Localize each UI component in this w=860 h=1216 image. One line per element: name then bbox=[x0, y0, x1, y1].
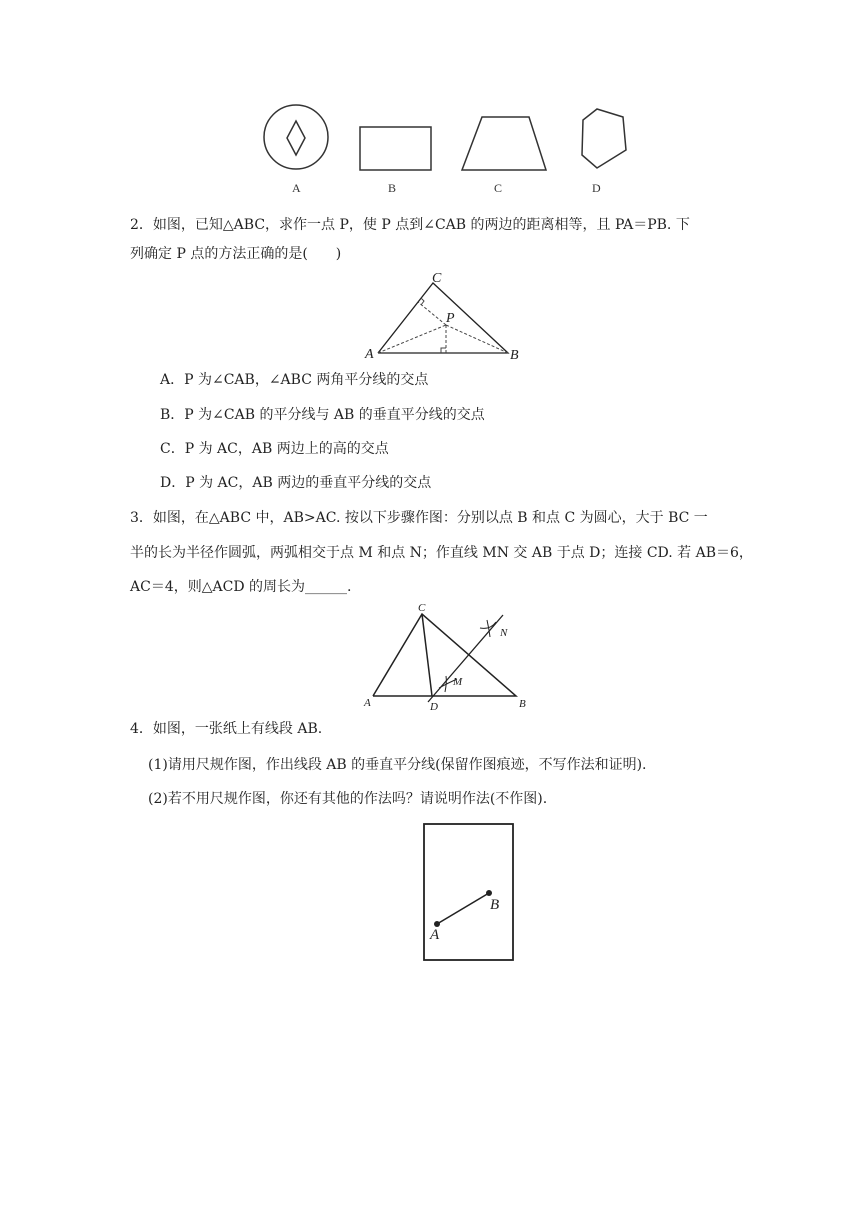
shape-label-d: D bbox=[592, 181, 601, 195]
segment-ab bbox=[437, 893, 489, 924]
shape-label-a: A bbox=[292, 181, 301, 195]
q2-option-d: D．P 为 AC，AB 两边的垂直平分线的交点 bbox=[160, 475, 432, 491]
shape-a-diamond bbox=[287, 121, 305, 155]
q4-subquestion-1: (1)请用尺规作图，作出线段 AB 的垂直平分线(保留作图痕迹，不写作法和证明). bbox=[148, 757, 647, 773]
q4-subquestion-2: (2)若不用尺规作图，你还有其他的作法吗？请说明作法(不作图). bbox=[148, 791, 548, 807]
q3-text-line2: 半的长为半径作圆弧，两弧相交于点 M 和点 N；作直线 MN 交 AB 于点 D；连接 CD. 若 AB＝6， bbox=[130, 545, 753, 561]
q3-label-d: D bbox=[430, 701, 438, 713]
shape-label-b: B bbox=[388, 181, 397, 195]
q3-label-n: N bbox=[500, 627, 508, 639]
q2-label-a: A bbox=[365, 347, 374, 362]
q2-option-b: B．P 为∠CAB 的平分线与 AB 的垂直平分线的交点 bbox=[160, 407, 485, 423]
q4-label-a: A bbox=[430, 927, 440, 943]
q2-text-line2: 列确定 P 点的方法正确的是( ) bbox=[130, 246, 342, 262]
q2-label-b: B bbox=[510, 348, 519, 363]
q2-label-c: C bbox=[432, 271, 442, 286]
q3-label-m: M bbox=[453, 676, 463, 688]
q3-label-c: C bbox=[418, 602, 426, 614]
q2-triangle-figure bbox=[360, 270, 530, 365]
q3-label-b: B bbox=[519, 698, 526, 710]
q2-text-line1: 2．如图，已知△ABC，求作一点 P，使 P 点到∠CAB 的两边的距离相等，且 PA＝PB. 下 bbox=[130, 217, 690, 233]
q2-option-a: A．P 为∠CAB，∠ABC 两角平分线的交点 bbox=[160, 372, 429, 388]
q4-text-line1: 4．如图，一张纸上有线段 AB. bbox=[130, 721, 323, 737]
shape-c-trapezoid bbox=[462, 117, 546, 170]
q1-shapes-figure bbox=[250, 100, 650, 200]
q3-text-line1: 3．如图，在△ABC 中，AB>AC. 按以下步骤作图：分别以点 B 和点 C 为圆心，大于 BC 一 bbox=[130, 510, 708, 526]
q4-label-b: B bbox=[490, 897, 500, 913]
shape-a-circle bbox=[264, 105, 328, 169]
point-b bbox=[486, 890, 492, 896]
q2-label-p: P bbox=[446, 311, 455, 326]
q2-option-c: C．P 为 AC，AB 两边上的高的交点 bbox=[160, 441, 389, 457]
q3-triangle-figure bbox=[360, 600, 540, 715]
shape-b-rectangle bbox=[360, 127, 431, 170]
q3-text-line3: AC＝4，则△ACD 的周长为______. bbox=[130, 579, 352, 595]
shape-label-c: C bbox=[494, 181, 503, 195]
q3-label-a: A bbox=[364, 697, 371, 709]
q4-paper-figure bbox=[420, 820, 518, 965]
shape-d-hexagon bbox=[582, 109, 626, 168]
